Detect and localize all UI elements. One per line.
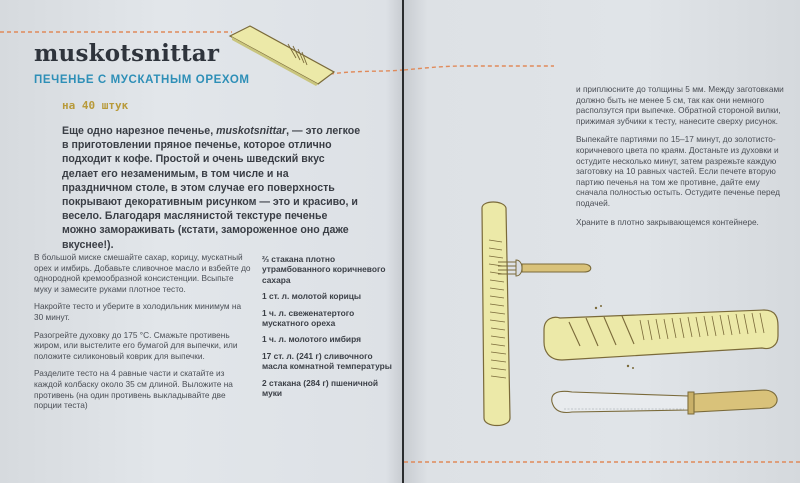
right-page [404, 0, 800, 483]
knife-icon [552, 390, 777, 414]
recipe-yield: на 40 штук [62, 99, 129, 112]
ingredient-item: 2 стакана (284 г) пшеничной муки [262, 377, 379, 399]
intro-italic-name: muskotsnittar [216, 125, 287, 137]
recipe-subtitle: ПЕЧЕНЬЕ С МУСКАТНЫМ ОРЕХОМ [34, 74, 250, 86]
steps-left-column [34, 252, 252, 418]
steps-right-column [576, 84, 790, 235]
ingredient-item: 1 ч. л. молотого имбиря [262, 334, 361, 345]
ingredients-list [262, 254, 392, 404]
sliced-cookie-log-icon [544, 305, 778, 369]
step-1: В большой миске смешайте сахар, корицу, мускатный орех и имбирь. Добавьте сливочное масло и взбейте до однородной кремообразной консистенции. Всыпьте муку и замесите руками плотное тесто. [34, 252, 251, 294]
step-5: и приплюсните до толщины 5 мм. Между заготовками должно быть не менее 5 см, так как они немного расползутся при выпечке. Обратной стороной вилки, прижимая зубчики к тесту, нанесите сверху рисунок. [576, 84, 784, 126]
step-4: Разделите тесто на 4 равные части и скатайте из каждой колбаску около 35 см длиной. Выложите на противень (на один противень выкладывайте две порции теста) [34, 368, 233, 411]
step-7: Храните в плотно закрывающемся контейнере. [576, 216, 759, 227]
ingredient-item: 17 ст. л. (241 г) сливочного масла комнатной температуры [262, 350, 392, 372]
step-6: Выпекайте партиями по 15–17 минут, до золотисто-коричневого цвета по краям. Достаньте из духовки и остудите несколько минут, затем разрежьте каждую заготовку на 10 равных частей. Если печете вторую партию печенья на том же противне, дайте ему сначала полностью остыть. Остудите печенье перед подачей. [576, 134, 780, 208]
recipe-intro [62, 124, 362, 252]
intro-part-1: Еще одно нарезное печенье, [62, 125, 217, 137]
step-3: Разогрейте духовку до 175 °С. Смажьте противень жиром, или выстелите его бумагой для выпечки, или положите силиконовый коврик для выпечки. [34, 329, 238, 361]
right-page-illustrations [404, 0, 800, 483]
ingredient-item: 1 ст. л. молотой корицы [262, 291, 362, 302]
intro-part-2: , — это легкое в приготовлении пряное печенье, которое отлично подходит к кофе. Простой и очень шведский вкус делает его незаменимым, в том числе и на праздничном столе, в этом случае его поверхность покрывают декоративным рисунком — это и красиво, и весело. Благодаря маслянистой текстуре печенье можно замораживать (кстати, замороженное оно даже вкуснее!). [62, 125, 361, 251]
ingredient-item: ⅔ стакана плотно утрамбованного коричневого сахара [262, 254, 386, 285]
ingredient-item: 1 ч. л. свеженатертого мускатного ореха [262, 307, 355, 329]
recipe-title: muskotsnittar [34, 40, 220, 67]
step-2: Накройте тесто и уберите в холодильник минимум на 30 минут. [34, 301, 242, 322]
